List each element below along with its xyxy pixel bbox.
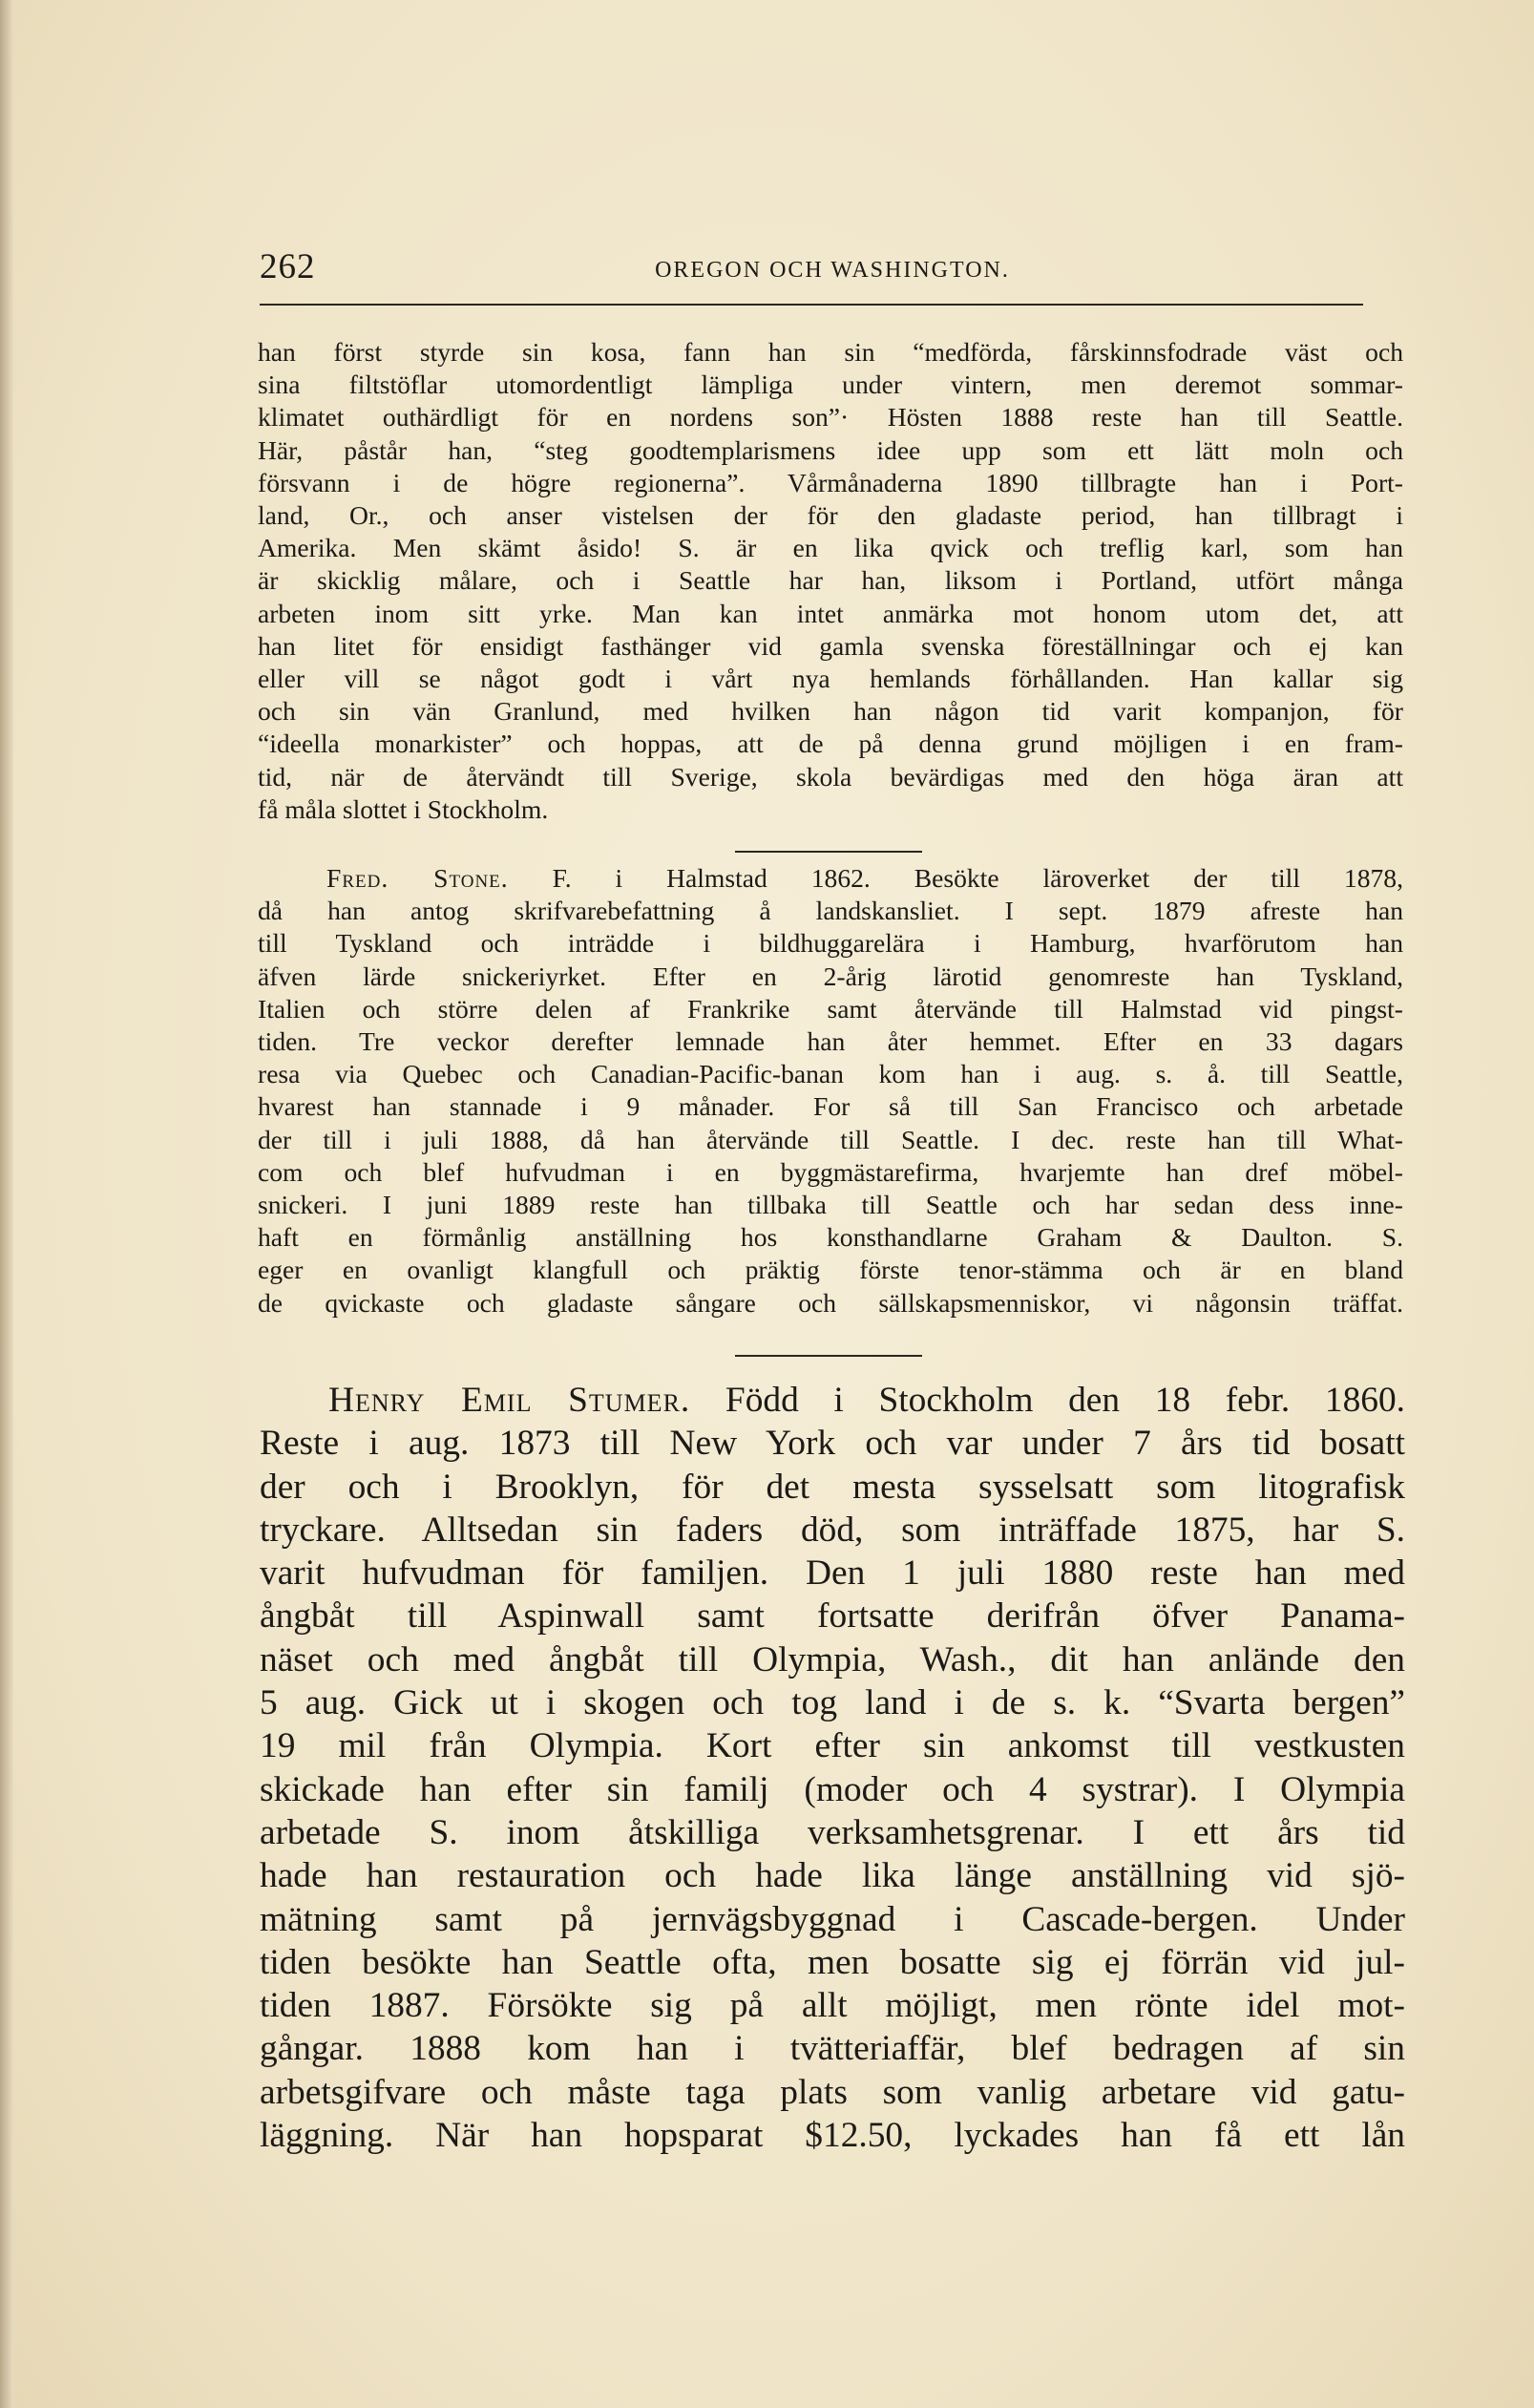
text-line: näset och med ångbåt till Olympia, Wash., dit han anlände den bbox=[260, 1639, 1405, 1679]
section-separator bbox=[735, 1355, 922, 1357]
text-line: till Tyskland och inträdde i bildhuggarelära i Hamburg, hvarförutom han bbox=[258, 928, 1403, 959]
text-line: snickeri. I juni 1889 reste han tillbaka till Seattle och har sedan dess inne- bbox=[258, 1190, 1403, 1220]
text-line: mätning samt på jernvägsbyggnad i Cascade-bergen. Under bbox=[260, 1899, 1405, 1939]
text-line: tiden 1887. Försökte sig på allt möjligt, men rönte idel mot- bbox=[260, 1986, 1405, 2026]
text-line: der till i juli 1888, då han återvände till Seattle. I dec. reste han till What- bbox=[258, 1124, 1403, 1154]
text-line: få måla slottet i Stockholm. bbox=[258, 793, 549, 824]
text-line: tiden besökte han Seattle ofta, men bosatte sig ej förrän vid jul- bbox=[260, 1942, 1405, 1982]
text-line: F. i Halmstad 1862. Besökte läroverket der till 1878, bbox=[552, 863, 1403, 893]
text-line: eger en ovanligt klangfull och präktig förste tenor-stämma och är en bland bbox=[258, 1255, 1403, 1285]
text-line: gångar. 1888 kom han i tvätteriaffär, blef bedragen af sin bbox=[260, 2029, 1405, 2069]
text-line: och sin vän Granlund, med hvilken han någon tid varit kompanjon, för bbox=[258, 696, 1403, 727]
text-line: de qvickaste och gladaste sångare och sällskapsmenniskor, vi någonsin träffat. bbox=[258, 1287, 1403, 1318]
text-line: läggning. När han hopsparat $12.50, lyckades han få ett lån bbox=[260, 2116, 1405, 2156]
text-line: arbeten inom sitt yrke. Man kan intet anmärka mot honom utom det, att bbox=[258, 598, 1403, 628]
text-line: ångbåt till Aspinwall samt fortsatte derifrån öfver Panama- bbox=[260, 1596, 1405, 1637]
text-line: Italien och större delen af Frankrike samt återvände till Halmstad vid pingst- bbox=[258, 993, 1403, 1024]
text-line: arbetsgifvare och måste taga plats som vanlig arbetare vid gatu- bbox=[260, 2072, 1405, 2112]
person-name: Henry Emil Stumer. bbox=[328, 1381, 691, 1420]
paragraph-1 bbox=[258, 336, 1403, 826]
text-line: haft en förmånlig anställning hos konsthandlarne Graham & Daulton. S. bbox=[258, 1222, 1403, 1253]
paragraph-3 bbox=[260, 1379, 1405, 2157]
text-line: arbetade S. inom åtskilliga verksamhetsgrenar. I ett års tid bbox=[260, 1812, 1405, 1852]
text-line: 5 aug. Gick ut i skogen och tog land i de s. k. “Svarta bergen” bbox=[260, 1683, 1405, 1723]
text-line: eller vill se något godt i vårt nya hemlands förhållanden. Han kallar sig bbox=[258, 664, 1403, 694]
text-line: resa via Quebec och Canadian-Pacific-banan kom han i aug. s. å. till Seattle, bbox=[258, 1059, 1403, 1089]
page-spine-shadow bbox=[0, 0, 13, 2408]
text-line: land, Or., och anser vistelsen der för den gladaste period, han tillbragt i bbox=[258, 500, 1403, 531]
paragraph-2 bbox=[258, 862, 1403, 1320]
text-line: Här, påstår han, “steg goodtemplarismens idee upp som ett lätt moln och bbox=[258, 434, 1403, 465]
text-line: han litet för ensidigt fasthänger vid gamla svenska föreställningar och ej kan bbox=[258, 630, 1403, 661]
text-line: com och blef hufvudman i en byggmästarefirma, hvarjemte han dref möbel- bbox=[258, 1156, 1403, 1187]
text-line: då han antog skrifvarebefattning å landskansliet. I sept. 1879 afreste han bbox=[258, 896, 1403, 926]
text-line: är skicklig målare, och i Seattle har han, liksom i Portland, utfört många bbox=[258, 565, 1403, 596]
text-line: han först styrde sin kosa, fann han sin “medförda, fårskinnsfodrade väst och bbox=[258, 337, 1403, 367]
text-line: 19 mil från Olympia. Kort efter sin ankomst till vestkusten bbox=[260, 1726, 1405, 1766]
text-line: varit hufvudman för familjen. Den 1 juli 1880 reste han med bbox=[260, 1553, 1405, 1594]
running-head: OREGON OCH WASHINGTON. bbox=[655, 258, 1010, 283]
first-line bbox=[258, 862, 1403, 895]
first-line bbox=[260, 1379, 1405, 1422]
text-line: klimatet outhärdligt för en nordens son”· Hösten 1888 reste han till Seattle. bbox=[258, 402, 1403, 433]
text-line: tiden. Tre veckor derefter lemnade han åter hemmet. Efter en 33 dagars bbox=[258, 1026, 1403, 1057]
text-line: Reste i aug. 1873 till New York och var under 7 års tid bosatt bbox=[260, 1424, 1405, 1464]
text-line: hvarest han stannade i 9 månader. For så till San Francisco och arbetade bbox=[258, 1091, 1403, 1122]
person-name: Fred. Stone. bbox=[326, 863, 509, 893]
text-line: “ideella monarkister” och hoppas, att de på denna grund möjligen i en fram- bbox=[258, 729, 1403, 759]
section-separator bbox=[735, 851, 922, 853]
text-line: sina filtstöflar utomordentligt lämpliga under vintern, men deremot sommar- bbox=[258, 370, 1403, 400]
text-line: skickade han efter sin familj (moder och 4 systrar). I Olympia bbox=[260, 1769, 1405, 1809]
text-line: tryckare. Alltsedan sin faders död, som inträffade 1875, har S. bbox=[260, 1510, 1405, 1550]
page-number: 262 bbox=[260, 247, 316, 286]
text-line: der och i Brooklyn, för det mesta sysselsatt som litografisk bbox=[260, 1467, 1405, 1507]
text-line: Amerika. Men skämt åsido! S. är en lika qvick och treflig karl, som han bbox=[258, 533, 1403, 563]
page-header bbox=[260, 246, 1367, 294]
header-rule bbox=[260, 304, 1363, 306]
text-line: äfven lärde snickeriyrket. Efter en 2-årig lärotid genomreste han Tyskland, bbox=[258, 961, 1403, 991]
text-line: hade han restauration och hade lika länge anställning vid sjö- bbox=[260, 1856, 1405, 1896]
text-line: försvann i de högre regionerna”. Vårmånaderna 1890 tillbragte han i Port- bbox=[258, 467, 1403, 497]
text-line: Född i Stockholm den 18 febr. 1860. bbox=[725, 1381, 1405, 1420]
text-line: tid, när de återvändt till Sverige, skola bevärdigas med den höga äran att bbox=[258, 761, 1403, 792]
